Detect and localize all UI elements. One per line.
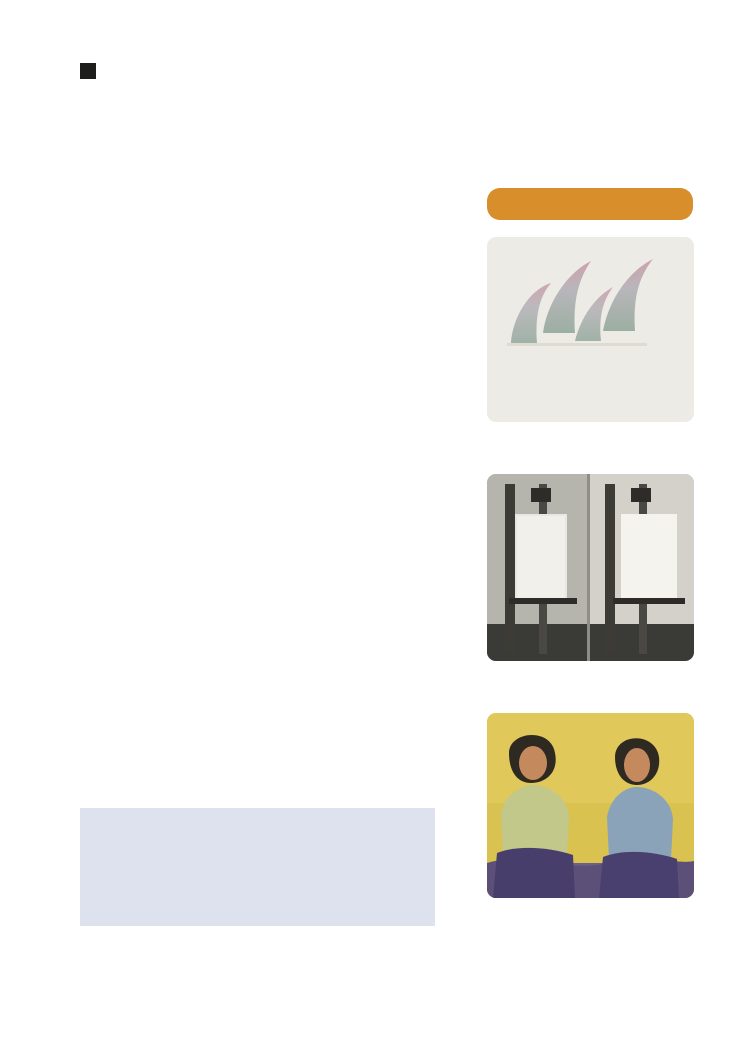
main-content [80, 218, 436, 232]
bottom-color-strip [0, 1039, 746, 1056]
contact-info-box [80, 808, 435, 926]
two-figures-painting-image [487, 713, 694, 898]
top-color-strip [0, 0, 746, 9]
easel-painting-image [487, 474, 694, 661]
exhibition-image-linden [487, 713, 694, 898]
exhibitions-header [487, 188, 693, 220]
press-release-label [80, 63, 96, 79]
exhibition-image-lundberg [487, 474, 694, 661]
exhibition-image-sandstrom [487, 237, 694, 422]
drawing-artwork-image [487, 237, 694, 422]
